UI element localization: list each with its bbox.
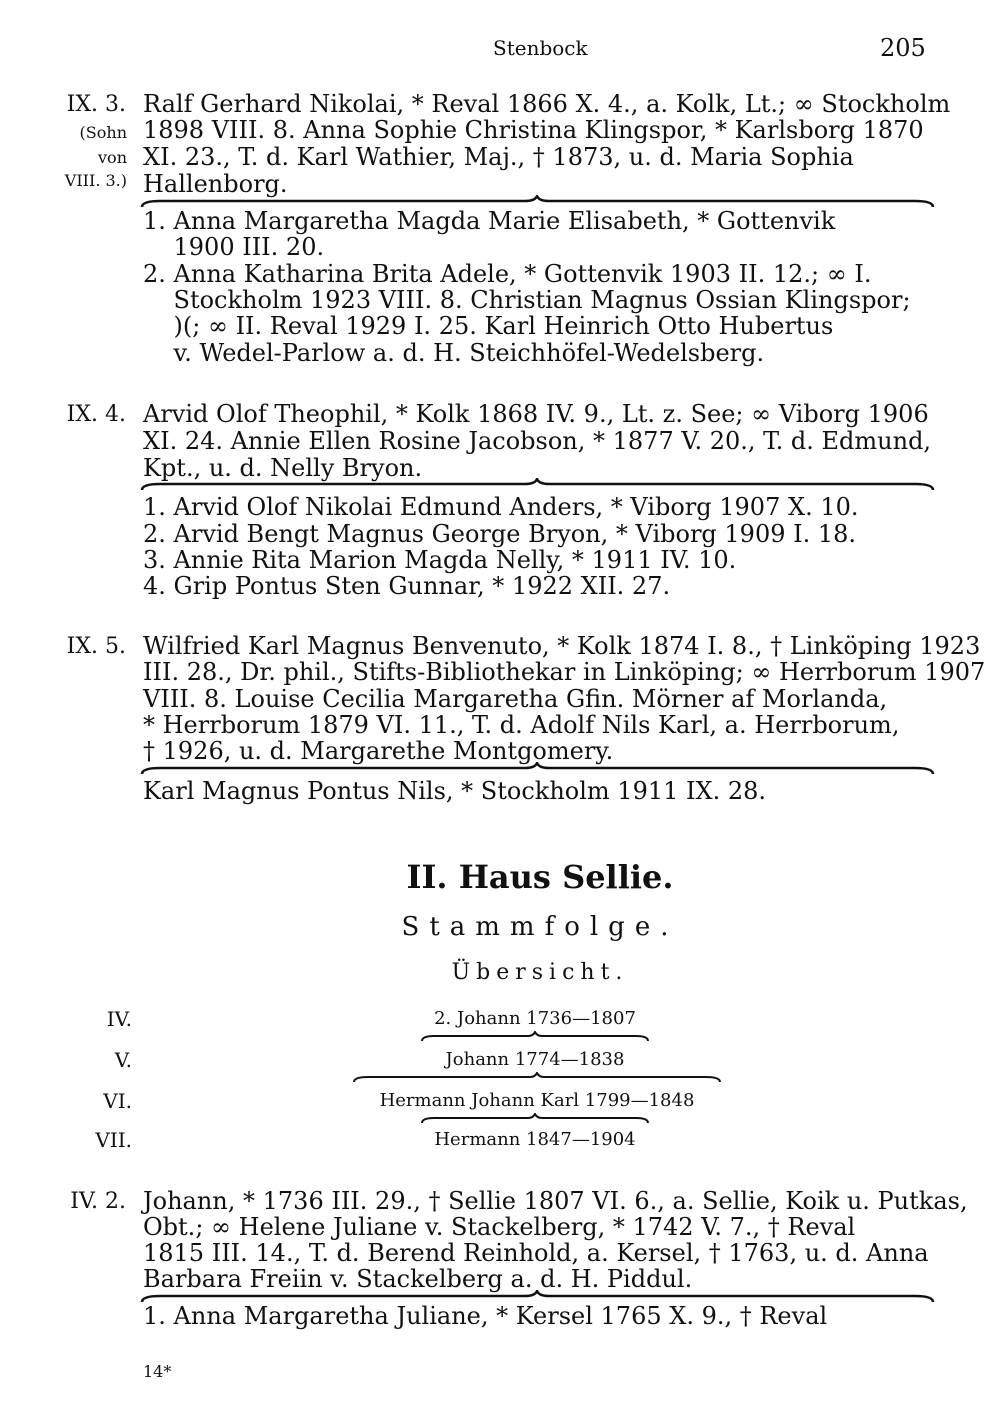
entry-line: Kpt., u. d. Nelly Bryon. (143, 454, 423, 482)
entry-line: III. 28., Dr. phil., Stifts-Bibliothekar in Linköping; ∞ Herrborum 1907 (143, 658, 986, 686)
overview-gen: V. (114, 1048, 132, 1072)
entry-side-note: (Sohn (79, 123, 127, 142)
overview-label: Übersicht. (451, 960, 629, 985)
section-subtitle: Stammfolge. (401, 912, 679, 942)
section-title: II. Haus Sellie. (406, 858, 674, 896)
child-line: 1. Anna Margaretha Magda Marie Elisabeth, * Gottenvik (143, 207, 836, 235)
overview-gen: VII. (95, 1128, 132, 1152)
overview-brace (352, 1072, 722, 1084)
entry-line: * Herrborum 1879 VI. 11., T. d. Adolf Nils Karl, a. Herrborum, (143, 711, 900, 739)
entry-line: Arvid Olof Theophil, * Kolk 1868 IV. 9., Lt. z. See; ∞ Viborg 1906 (143, 400, 929, 428)
child-line: 1. Anna Margaretha Juliane, * Kersel 1765 X. 9., † Reval (143, 1302, 828, 1330)
child-line: 2. Anna Katharina Brita Adele, * Gottenvik 1903 II. 12.; ∞ I. (143, 260, 872, 288)
overview-person: Hermann 1847—1904 (434, 1129, 636, 1150)
overview-person: Hermann Johann Karl 1799—1848 (379, 1090, 695, 1111)
overview-person: 2. Johann 1736—1807 (434, 1008, 636, 1029)
child-line: 4. Grip Pontus Sten Gunnar, * 1922 XII. 27. (143, 572, 671, 600)
overview-gen: VI. (103, 1089, 132, 1113)
entry-line: Barbara Freiin v. Stackelberg a. d. H. Piddul. (143, 1265, 693, 1293)
child-line: Karl Magnus Pontus Nils, * Stockholm 1911 IX. 28. (143, 777, 766, 805)
entry-side-note: von (98, 148, 127, 167)
entry-line: VIII. 8. Louise Cecilia Margaretha Gfin. Mörner af Morlanda, (143, 685, 888, 713)
overview-person: Johann 1774—1838 (445, 1049, 625, 1070)
child-line: )(; ∞ II. Reval 1929 I. 25. Karl Heinrich Otto Hubertus (143, 312, 834, 340)
children-brace (140, 478, 935, 492)
entry-gen-label: IX. 5. (66, 634, 126, 659)
entry-line: 1898 VIII. 8. Anna Sophie Christina Klingspor, * Karlsborg 1870 (143, 116, 924, 144)
child-line: 2. Arvid Bengt Magnus George Bryon, * Viborg 1909 I. 18. (143, 520, 857, 548)
child-line: 1. Arvid Olof Nikolai Edmund Anders, * Viborg 1907 X. 10. (143, 493, 859, 521)
entry-line: Wilfried Karl Magnus Benvenuto, * Kolk 1874 I. 8., † Linköping 1923 (143, 632, 981, 660)
child-line: 3. Annie Rita Marion Magda Nelly, * 1911 IV. 10. (143, 546, 737, 574)
overview-brace (420, 1113, 650, 1125)
entry-side-note: VIII. 3.) (64, 171, 127, 190)
overview-gen: IV. (106, 1007, 132, 1031)
entry-line: 1815 III. 14., T. d. Berend Reinhold, a. Kersel, † 1763, u. d. Anna (143, 1239, 929, 1267)
entry-gen-label: IX. 4. (66, 402, 126, 427)
running-title: Stenbock (493, 36, 588, 60)
page-number: 205 (880, 34, 926, 62)
entry-line: Obt.; ∞ Helene Juliane v. Stackelberg, * 1742 V. 7., † Reval (143, 1213, 856, 1241)
children-brace (140, 762, 935, 776)
entry-gen-label: IV. 2. (70, 1189, 126, 1214)
entry-gen-label: IX. 3. (66, 92, 126, 117)
entry-line: Hallenborg. (143, 170, 288, 198)
entry-line: XI. 23., T. d. Karl Wathier, Maj., † 1873, u. d. Maria Sophia (143, 143, 854, 171)
signature-mark: 14* (143, 1362, 172, 1381)
entry-line: XI. 24. Annie Ellen Rosine Jacobson, * 1877 V. 20., T. d. Edmund, (143, 427, 932, 455)
child-line: Stockholm 1923 VIII. 8. Christian Magnus Ossian Klingspor; (143, 286, 911, 314)
entry-line: † 1926, u. d. Margarethe Montgomery. (143, 737, 614, 765)
child-line: v. Wedel-Parlow a. d. H. Steichhöfel-Wedelsberg. (143, 339, 765, 367)
entry-line: Johann, * 1736 III. 29., † Sellie 1807 VI. 6., a. Sellie, Koik u. Putkas, (143, 1187, 968, 1215)
entry-line: Ralf Gerhard Nikolai, * Reval 1866 X. 4., a. Kolk, Lt.; ∞ Stockholm (143, 90, 951, 118)
child-line: 1900 III. 20. (143, 233, 325, 261)
overview-brace (420, 1031, 650, 1043)
